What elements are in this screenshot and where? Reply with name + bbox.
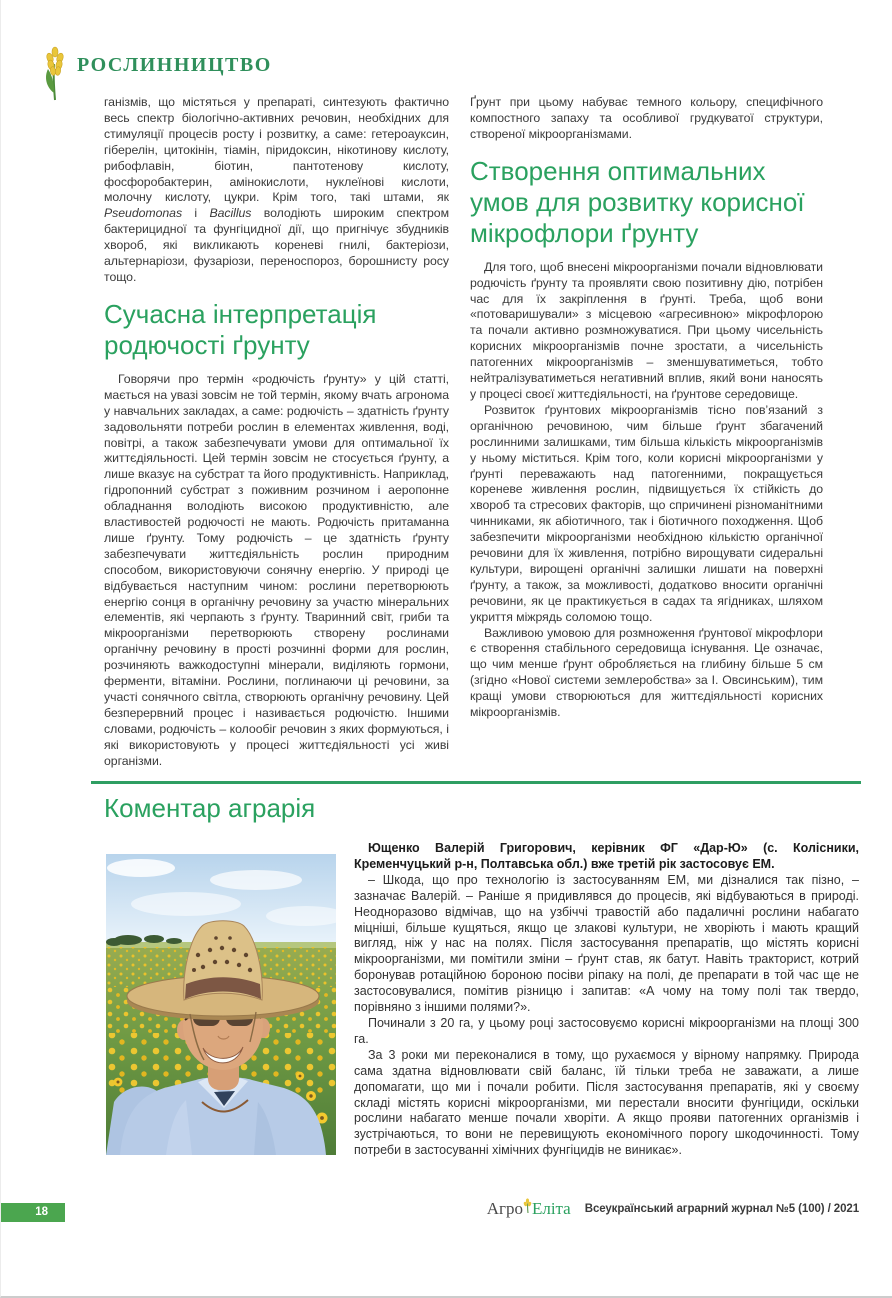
farmer-photo (106, 854, 336, 1155)
latin-term: Bacillus (209, 206, 252, 221)
wheat-ear-icon (39, 46, 69, 107)
paragraph: За 3 роки ми переконалися в тому, що рухаємося у вірному напрямку. Природа сама здатна відновлювати свій баланс, їй тільки треба не заважати, а лише допомагати, що ми і почали робити. Після застосування препаратів, які у своєму складі містять корисні мікроорганізми, ми перестали вносити фунгіциди, оскільки рослини набагато менше почали хворіти. А якщо прояви патогенних організмів і зустрічаються, то вони не перевищують економічного порогу шкодочинності. Тому потреби в застосуванні хімічних фунгіцидів не виникає». (354, 1047, 859, 1158)
comment-intro: Ющенко Валерій Григорович, керівник ФГ «Дар-Ю» (с. Колісники, Кременчуцький р-н, Полтавська обл.) вже третій рік застосовує ЕМ. (354, 841, 859, 871)
paragraph: ганізмів, що містяться у препараті, синтезують фактично весь спектр біологічно-активних речовин, необхідних для стимуляції процесів росту і розвитку, а саме: гетероауксин, гіберелін, цитокінін, тіамін, піридоксин, нікотинову кислоту, рибофлавін, біотин, пантотенову кислоту, фосфоробактерин, амінокислоти, нуклеїнові кислоти, молочну кислоту, цукри. Крім того, такі штами, як Pseudomonas і Bacillus володіють широким спектром бактерицидної та фунгіцидної дії, що пригнічує збудників хвороб, які викликають кореневі гнилі, бактеріози, альтернаріози, фузаріози, переноспороз, борошнисту росу тощо. (104, 95, 450, 284)
paragraph: – Шкода, що про технологію із застосуванням ЕМ, ми дізналися так пізно, – зазначає Валерій. – Раніше я придивлявся до процесів, які відбуваються в природі. Неодноразово відмічав, що на узбіччі травостій або падаличні рослини набагато міцніші, більше кущяться, якщо це злакові культури, не хворіють і мають кращий вигляд, ніж у нас на полях. Після застосування препаратів, що містять корисні мікроорганізми, ми помітили зміни – ґрунт став, як батут. Навіть тракторист, котрий боронував ротаційною бороною посіви ріпаку на полі, де препарати в той час ще не застосовувалися, помітив різницю і запитав: «А чому на тому полі так твердо, порівняно з іншими полями?». (354, 872, 859, 1015)
paragraph: Розвиток ґрунтових мікроорганізмів тісно пов’язаний з органічною речовиною, чим більше ґрунт збагачений рослинними залишками, тим більша кількість мікроорганізмів у ньому міститься. Крім того, коли корисні мікроорганізми у ґрунті переважають над патогенними, покращується кореневе живлення рослин, підвищується їх стійкість до хвороб та стресових факторів, що спричинені різноманітними чинниками, як абіотичного, так і біотичного походження. Щоб забезпечити мікроорганізми необхідною кількістю органічної речовини для їх живлення, потрібно вирощувати сидеральні культури, вирощені органічні залишки лишати на поверхні ґрунту, а також, за можливості, додатково вносити органічні речовини, як це практикується в садах та ягідниках, шляхом укриття міжрядь соломою тощо. (470, 402, 823, 624)
paragraph: Ґрунт при цьому набуває темного кольору, специфічного компостного запаху та особливої грудкуватої структури, створеної мікроорганізмами. (470, 95, 823, 141)
article-left-column (104, 95, 449, 770)
comment-section-heading: Коментар аграрія (104, 793, 316, 823)
section-divider (91, 781, 861, 784)
journal-logo-agro: Агро (486, 1198, 523, 1218)
journal-info: Всеукраїнський аграрний журнал №5 (100) / 2021 (584, 1202, 859, 1215)
paragraph: Починали з 20 га, у цьому році застосовуємо корисні мікроорганізми на площі 300 га. (354, 1015, 859, 1046)
article-subheading: Сучасна інтерпретація родючості ґрунту (104, 298, 377, 360)
article-columns (104, 95, 823, 770)
article-right-column (470, 95, 823, 770)
footer (487, 1198, 859, 1219)
latin-term: Pseudomonas (104, 206, 183, 221)
comment-text (354, 841, 859, 1159)
journal-logo-elita: Еліта (531, 1198, 571, 1218)
paragraph: Говорячи про термін «родючість ґрунту» у цій статті, мається на увазі зовсім не той термін, якому вчать агронома у навчальних закладах, а саме: родючість – здатність ґрунту задовольняти потреби рослин в елементах живлення, воді, повітрі, а також забезпечувати умови для оптимальної їх життєдіяльності. Цей термін зовсім не стосується ґрунту, а лише вказує на субстрат та його продуктивність. Наприклад, гідропонний субстрат з поживним розчином і аеропонне обладнання володіють високою продуктивністю, але властивостей родючості не мають. Родючість притаманна лише ґрунту. Тому родючість – це здатність ґрунту забезпечувати життєдіяльність рослин природним способом, використовуючи сонячну енергію. У природі це відбувається наступним чином: рослини перетворюють енергію сонця в органічну речовину за участю мінеральних елементів, які черпають з ґрунту. Тваринний світ, гриби та мікроорганізми перетворюють створену рослинами органічну речовину в прості розчинні форми для рослин, розчиняють важкодоступні мінерали, виділяють гормони, ферменти, вітаміни. Рослини, поглинаючи ці речовини, за участі сонячного світла, створюють органічну речовину. Цей безперервний процес і називається родючістю. Іншими словами, родючість – колообіг речовин з яких формуються, і які використовують у процесі життєдіяльності усі живі організми. (104, 371, 449, 768)
page-number-badge: 18 (1, 1203, 65, 1222)
journal-logo (487, 1198, 571, 1219)
paragraph: Для того, щоб внесені мікроорганізми почали відновлювати родючість ґрунту та проявляти свою позитивну дію, потрібен час для їх закріплення в ґрунті. Треба, щоб вони «потоваришували» з місцевою «агресивною» мікрофлорою та почали активно розмножуватися. При цьому чисельність корисних мікроорганізмів почне зростати, а чисельність патогенних мікроорганізмів – зменшуватиметься, тобто нейтралізуватиметься негативний вплив, який вони наносять у процесі своєї життєдіяльності, на ґрунтове середовище. (470, 259, 823, 401)
section-title: РОСЛИННИЦТВО (77, 54, 272, 76)
paragraph: Важливою умовою для розмноження ґрунтової мікрофлори є створення стабільного середовища існування. Це означає, що чим менше ґрунт обробляється на глибину більше 5 см (згідно «Нової системи землеробства» за І. Овсинським), тим кращі умови створюються для життєдіяльності корисних мікроорганізмів. (470, 625, 823, 720)
article-subheading: Створення оптимальних умов для розвитку корисної мікрофлори ґрунту (470, 155, 805, 248)
